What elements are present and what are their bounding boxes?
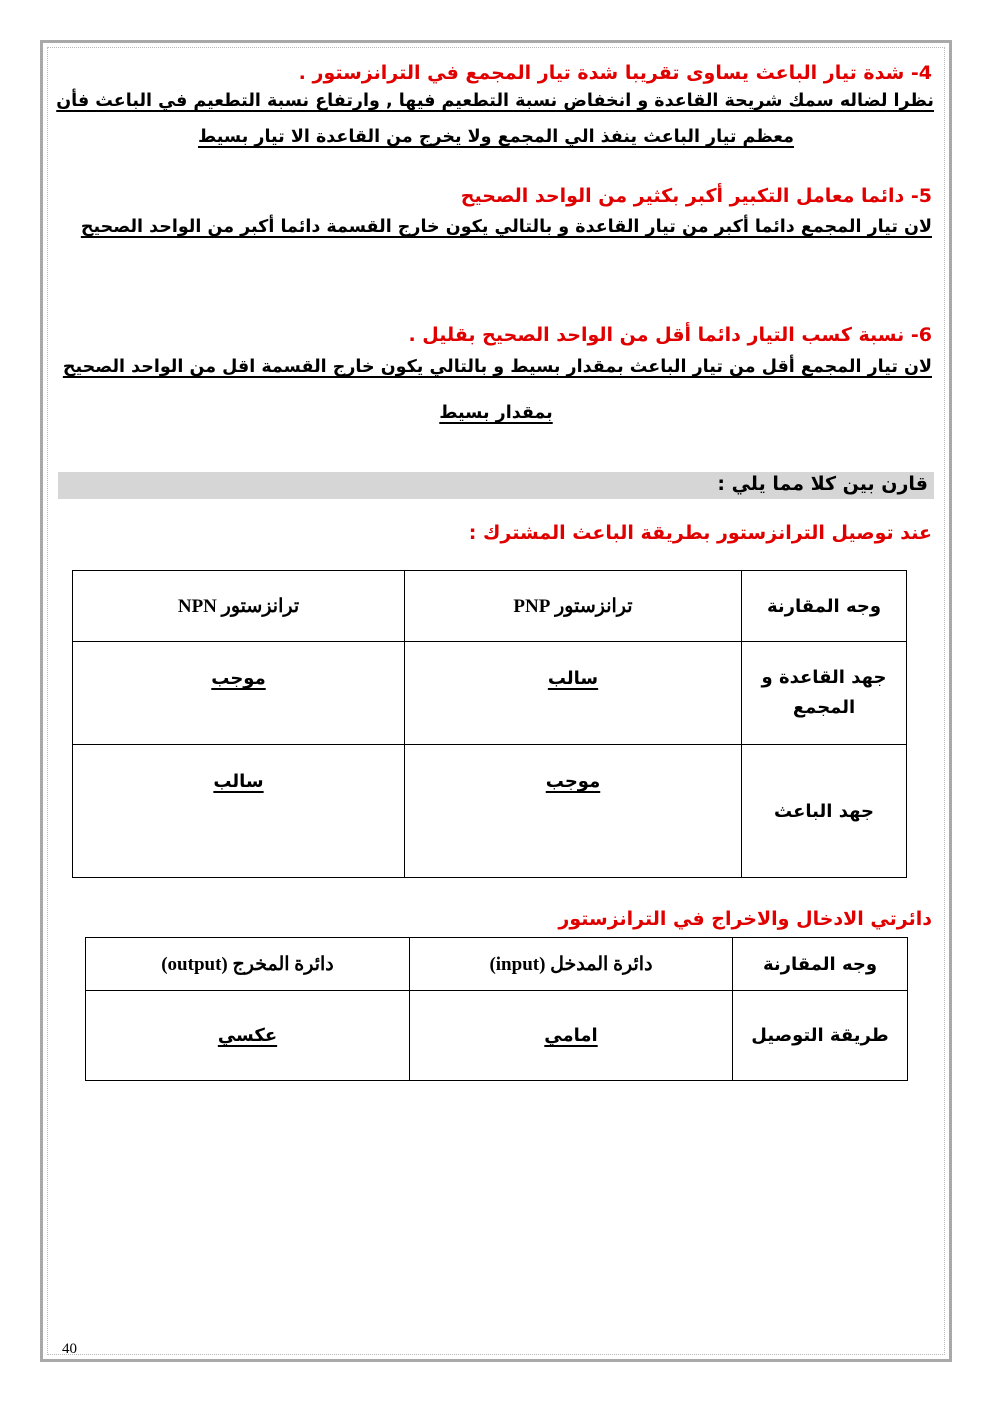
page-number: 40 — [62, 1341, 77, 1357]
section1-title: عند توصيل الترانزستور بطريقة الباعث المشترك : — [468, 522, 932, 544]
comparison-table-circuits — [85, 937, 908, 1081]
table-header-cell: دائرة المدخل (input) — [410, 938, 733, 991]
table-row — [73, 745, 907, 878]
table-row — [86, 991, 908, 1081]
table-cell: جهد القاعدة و المجمع — [742, 642, 907, 745]
item-6-answer-line2: بمقدار بسيط — [439, 403, 553, 423]
table-cell: موجب — [405, 745, 742, 878]
item-4-answer-line1: نظرا لضاله سمك شريحة القاعدة و انخفاض نسبة التطعيم فيها , وارتفاع نسبة التطعيم في الباعث فأن — [56, 91, 934, 111]
table-cell: موجب — [73, 642, 405, 745]
compare-heading: قارن بين كلا مما يلي : — [717, 473, 928, 495]
table-row — [73, 642, 907, 745]
table-cell: امامي — [410, 991, 733, 1081]
table-cell: عكسي — [86, 991, 410, 1081]
table-cell: طريقة التوصيل — [733, 991, 908, 1081]
item-6-heading: 6- نسبة كسب التيار دائما أقل من الواحد الصحيح بقليل . — [408, 324, 932, 346]
table-header-row — [73, 571, 907, 642]
table-header-cell: وجه المقارنة — [742, 571, 907, 642]
table-header-cell: وجه المقارنة — [733, 938, 908, 991]
item-4-answer-line2: معظم تيار الباعث ينفذ الي المجمع ولا يخرج من القاعدة الا تيار بسيط — [198, 127, 794, 147]
item-4-heading: 4- شدة تيار الباعث يساوى تقريبا شدة تيار المجمع في الترانزستور . — [298, 62, 932, 84]
item-5-heading: 5- دائما معامل التكبير أكبر بكثير من الواحد الصحيح — [460, 185, 932, 207]
section2-title: دائرتي الادخال والاخراج في الترانزستور — [558, 908, 932, 930]
table-header-row — [86, 938, 908, 991]
table-header-cell: دائرة المخرج (output) — [86, 938, 410, 991]
table-header-cell: ترانزستور PNP — [405, 571, 742, 642]
table-cell: سالب — [405, 642, 742, 745]
comparison-table-transistor-type — [72, 570, 907, 878]
item-6-answer-line1: لان تيار المجمع أقل من تيار الباعث بمقدار بسيط و بالتالي يكون خارج القسمة اقل من الواحد الصحيح — [62, 357, 932, 377]
table-header-cell: ترانزستور NPN — [73, 571, 405, 642]
table-cell: سالب — [73, 745, 405, 878]
table-cell: جهد الباعث — [742, 745, 907, 878]
compare-heading-bar — [58, 472, 934, 499]
item-5-answer-line1: لان تيار المجمع دائما أكبر من تيار القاعدة و بالتالي يكون خارج القسمة دائما أكبر من الواحد الصحيح — [80, 217, 932, 237]
